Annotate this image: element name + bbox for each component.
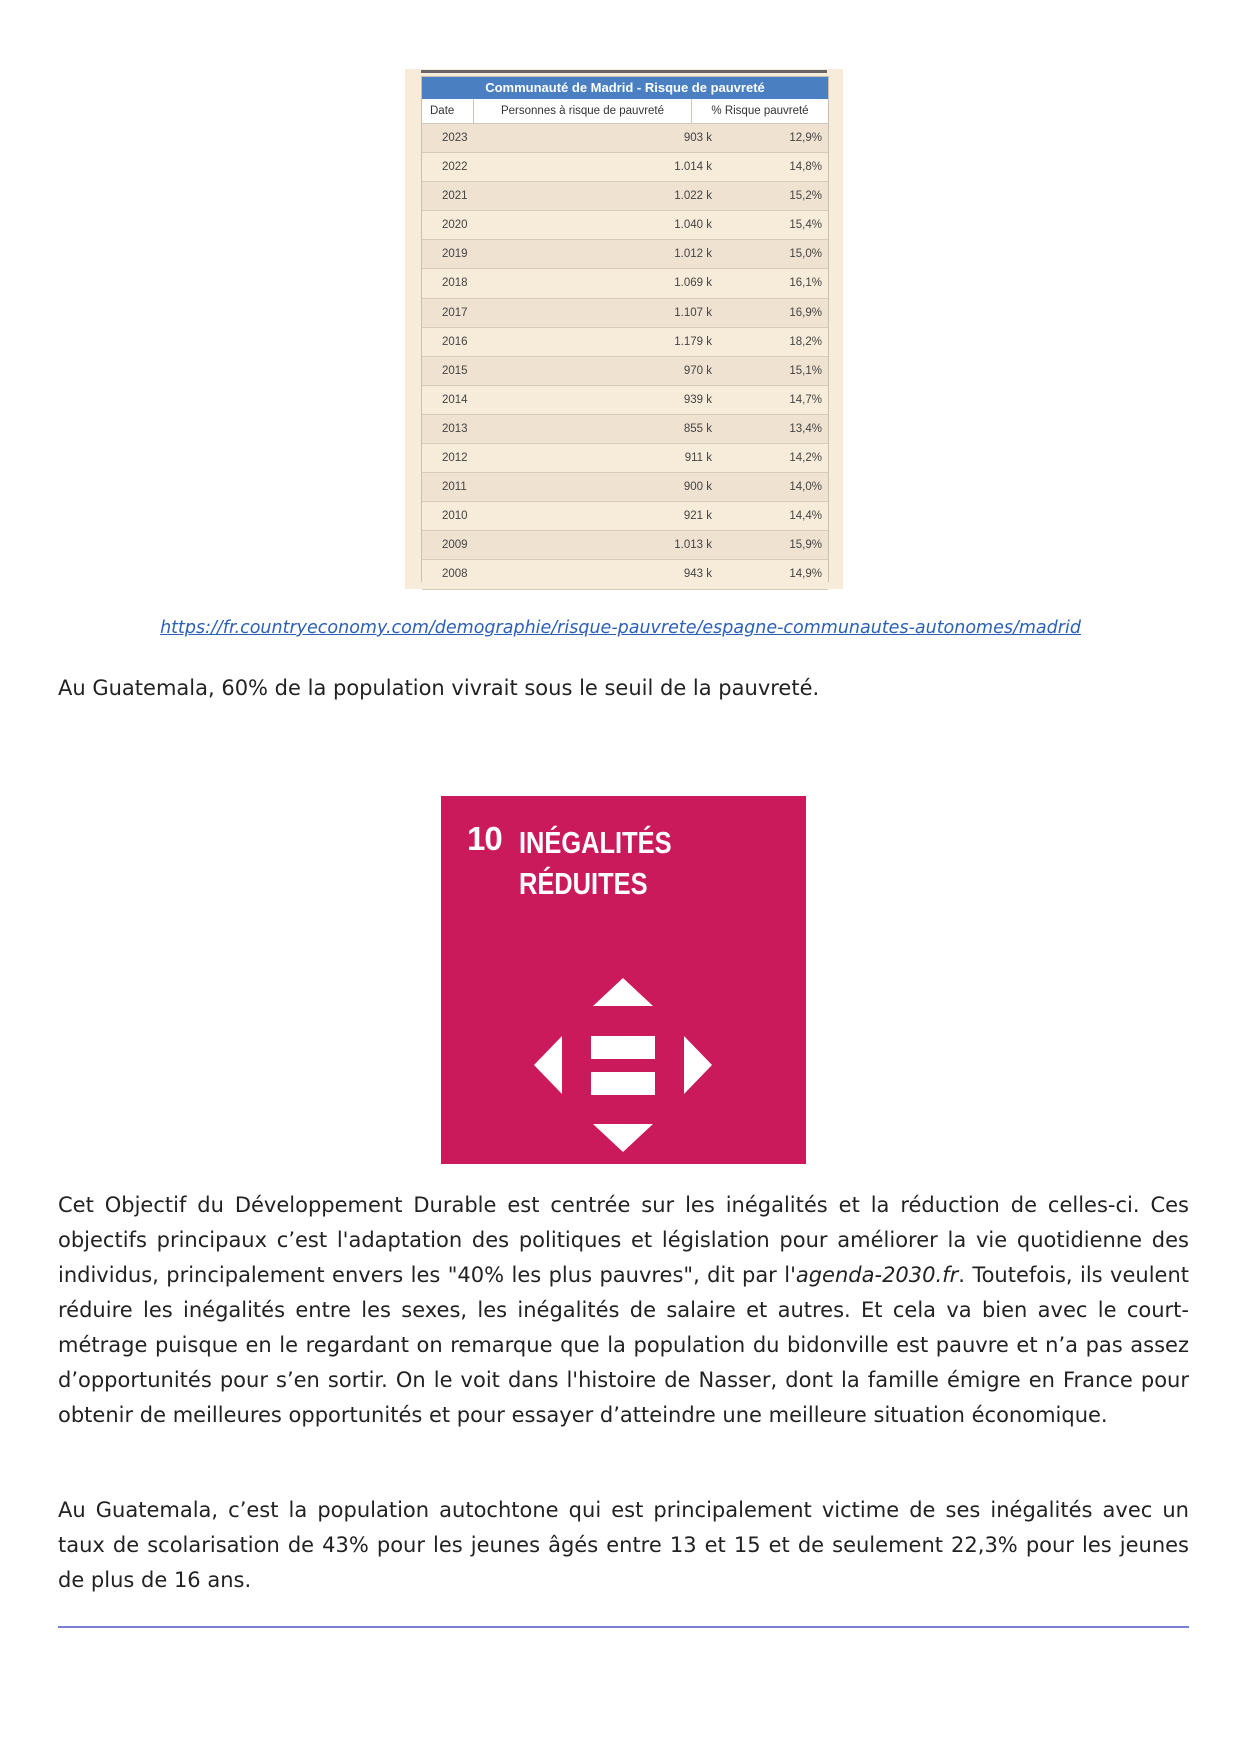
cell-percent: 18,2%	[789, 335, 822, 348]
cell-percent: 14,4%	[789, 510, 822, 523]
cell-persons: 1.022 k	[674, 190, 712, 203]
cell-date: 2011	[442, 481, 467, 494]
poverty-table	[421, 76, 829, 582]
horizontal-rule	[58, 1626, 1189, 1628]
cell-persons: 855 k	[683, 422, 712, 435]
cell-date: 2015	[442, 364, 468, 377]
table-row	[422, 357, 828, 386]
sdg-title: INÉGALITÉS RÉDUITES	[519, 825, 672, 901]
cell-date: 2012	[442, 452, 468, 465]
cell-percent: 15,1%	[789, 364, 822, 377]
paragraph2-text-b: . Toutefois, ils veulent réduire les inégalités entre les sexes, les inégalités de salaire et autres. Et cela va bien avec le court-métrage puisque en le regardant on remarque que la population du bidonville est pauvre et n’a pas assez d’opportunités pour s’en sortir. On le voit dans l'histoire de Nasser, dont la famille émigre en France pour obtenir de meilleures opportunités et pour essayer d’atteindre une meilleure situation économique.	[58, 1263, 1189, 1427]
paragraph2-text-a: Cet Objectif du Développement Durable est centrée sur les inégalités et la réduction de celles-ci. Ces objectifs principaux c’est l'adaptation des politiques et législation pour améliorer la vie quotidienne des individus, principalement envers les "40% les plus pauvres", dit par l'	[58, 1193, 1189, 1287]
table-top-border	[421, 70, 827, 73]
cell-persons: 900 k	[683, 481, 712, 494]
paragraph-sdg-description	[58, 1188, 1189, 1433]
table-row	[422, 211, 828, 240]
header-persons: Personnes à risque de pauvreté	[474, 99, 692, 123]
agenda-2030-reference: agenda-2030.fr	[795, 1263, 959, 1287]
cell-persons: 921 k	[683, 510, 712, 523]
cell-date: 2013	[442, 422, 468, 435]
table-row	[422, 328, 828, 357]
cell-percent: 15,4%	[789, 219, 822, 232]
paragraph-guatemala-poverty: Au Guatemala, 60% de la population vivrait sous le seuil de la pauvreté.	[58, 676, 820, 700]
paragraph-guatemala-inequality: Au Guatemala, c’est la population autochtone qui est principalement victime de ses inégalités avec un taux de scolarisation de 43% pour les jeunes âgés entre 13 et 15 et de seulement 22,3% pour les jeunes de plus de 16 ans.	[58, 1498, 1189, 1592]
table-row	[422, 182, 828, 211]
table-row	[422, 269, 828, 298]
cell-percent: 12,9%	[789, 132, 822, 144]
cell-date: 2010	[442, 510, 468, 523]
table-title: Communauté de Madrid - Risque de pauvreté	[422, 77, 828, 99]
cell-persons: 943 k	[683, 568, 712, 581]
cell-date: 2009	[442, 539, 468, 552]
table-row	[422, 240, 828, 269]
cell-percent: 14,8%	[789, 161, 822, 174]
cell-persons: 1.179 k	[674, 335, 712, 348]
cell-percent: 14,7%	[789, 393, 822, 406]
table-row	[422, 124, 828, 153]
cell-date: 2019	[442, 248, 468, 261]
sdg-number: 10	[467, 820, 502, 857]
cell-date: 2021	[442, 190, 468, 203]
table-row	[422, 473, 828, 502]
table-body	[422, 124, 828, 590]
cell-persons: 1.107 k	[674, 306, 712, 319]
cell-date: 2008	[442, 568, 468, 581]
cell-persons: 911 k	[684, 452, 712, 465]
cell-date: 2018	[442, 277, 468, 290]
sdg-10-tile	[441, 796, 806, 1164]
cell-persons: 1.014 k	[674, 161, 712, 174]
source-link[interactable]: https://fr.countryeconomy.com/demographie/risque-pauvrete/espagne-communautes-autonomes/madrid	[160, 618, 1081, 638]
table-row	[422, 153, 828, 182]
cell-persons: 1.013 k	[674, 539, 712, 552]
cell-date: 2017	[442, 306, 468, 319]
table-row	[422, 299, 828, 328]
cell-percent: 14,2%	[789, 452, 822, 465]
table-row	[422, 386, 828, 415]
cell-date: 2023	[442, 132, 468, 144]
table-row	[422, 531, 828, 560]
cell-percent: 14,9%	[789, 568, 822, 581]
cell-percent: 13,4%	[789, 422, 822, 435]
cell-date: 2020	[442, 219, 468, 232]
cell-percent: 14,0%	[789, 481, 822, 494]
cell-percent: 15,9%	[789, 539, 822, 552]
cell-percent: 16,9%	[789, 306, 822, 319]
cell-date: 2022	[442, 161, 468, 174]
cell-date: 2014	[442, 393, 468, 406]
equality-arrows-icon	[441, 796, 806, 1164]
cell-persons: 1.069 k	[674, 277, 712, 290]
table-header-row	[422, 99, 828, 124]
cell-percent: 15,2%	[789, 190, 822, 203]
cell-persons: 1.040 k	[674, 219, 712, 232]
table-row	[422, 502, 828, 531]
cell-persons: 903 k	[683, 132, 712, 144]
header-percent: % Risque pauvreté	[711, 105, 809, 117]
cell-percent: 16,1%	[789, 277, 822, 290]
table-row	[422, 560, 828, 589]
cell-persons: 970 k	[683, 364, 712, 377]
cell-date: 2016	[442, 335, 468, 348]
header-date: Date	[422, 99, 474, 123]
cell-percent: 15,0%	[789, 248, 822, 261]
poverty-table-image	[405, 69, 843, 589]
table-row	[422, 444, 828, 473]
table-row	[422, 415, 828, 444]
cell-persons: 939 k	[683, 393, 712, 406]
cell-persons: 1.012 k	[674, 248, 712, 261]
